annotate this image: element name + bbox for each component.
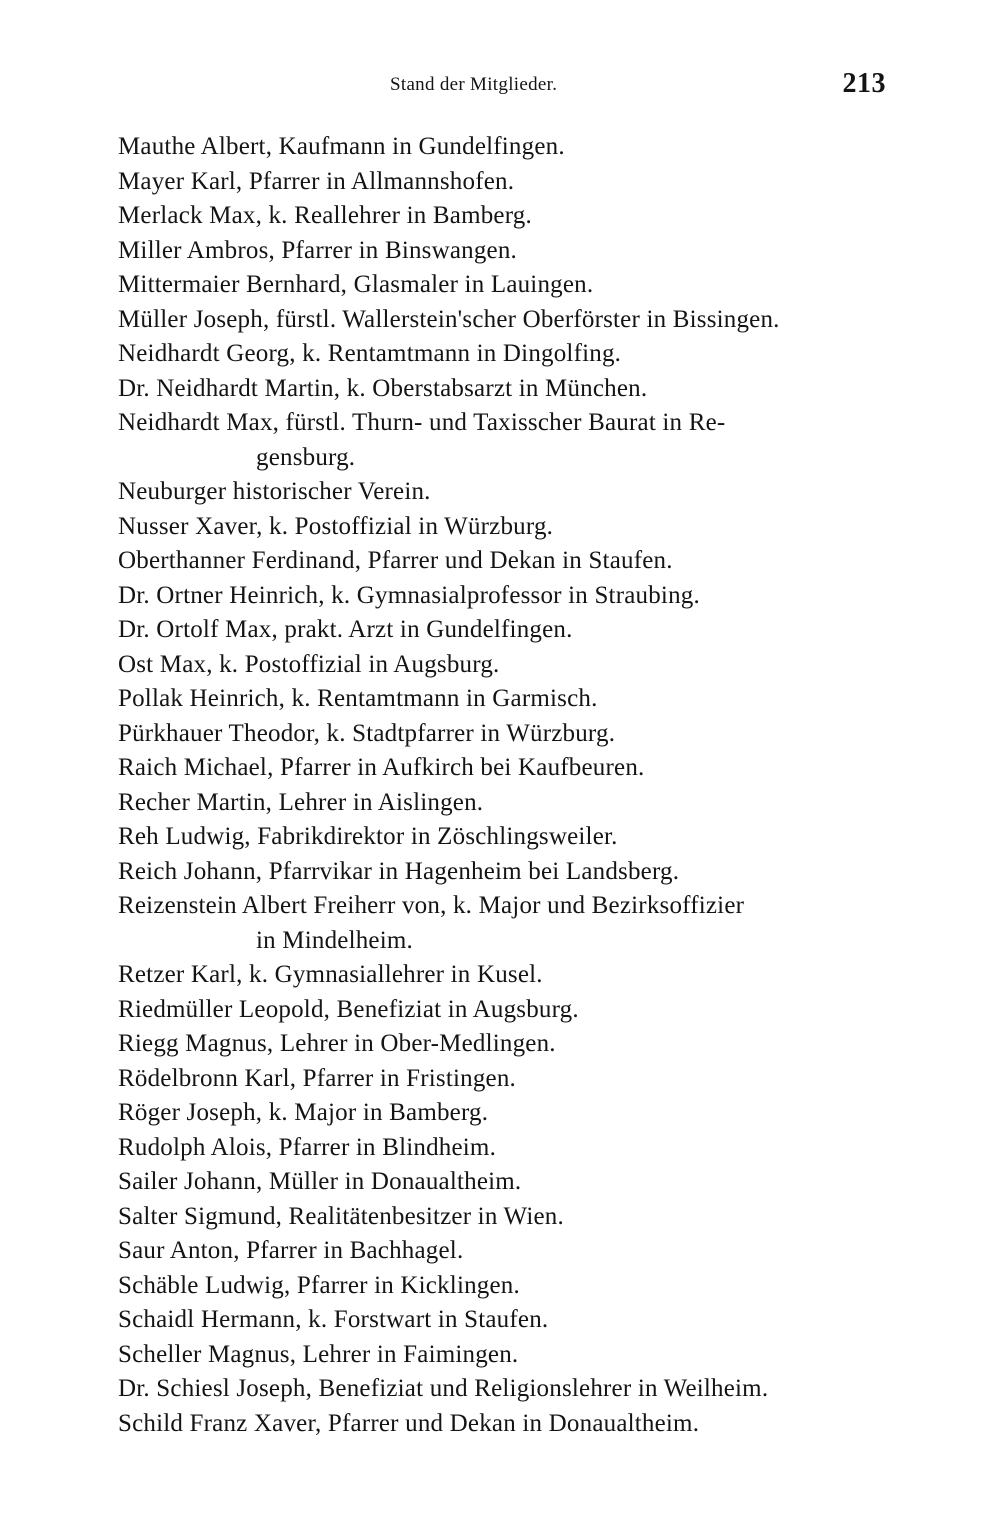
member-entry <box>118 303 898 338</box>
member-entry-continuation: gensburg. <box>256 443 356 471</box>
member-entry-text: Riegg Magnus, Lehrer in Ober-Medlingen. <box>118 1030 556 1057</box>
member-entry <box>118 1407 898 1442</box>
member-entry-text: Merlack Max, k. Reallehrer in Bamberg. <box>118 202 532 229</box>
member-entry-text: Rödelbronn Karl, Pfarrer in Fristingen. <box>118 1064 516 1092</box>
running-head <box>118 64 886 104</box>
member-entry <box>118 199 898 234</box>
member-entry <box>118 544 898 579</box>
member-entry <box>118 1269 898 1304</box>
member-entry-text: Müller Joseph, fürstl. Wallerstein'scher Oberförster in Bissingen. <box>118 305 780 333</box>
member-entry <box>118 786 898 821</box>
member-entry-text: Reh Ludwig, Fabrikdirektor in Zöschlingsweiler. <box>118 823 618 850</box>
member-entry-text: Pollak Heinrich, k. Rentamtmann in Garmisch. <box>118 685 598 712</box>
member-entry-text: Ost Max, k. Postoffizial in Augsburg. <box>118 650 500 678</box>
member-entry-text: Raich Michael, Pfarrer in Aufkirch bei Kaufbeuren. <box>118 754 645 781</box>
member-entry <box>118 475 898 510</box>
running-title: Stand der Mitglieder. <box>390 74 558 95</box>
member-entry-text: Dr. Ortner Heinrich, k. Gymnasialprofessor in Straubing. <box>118 581 700 609</box>
member-entry <box>118 372 898 407</box>
member-entry-text: Scheller Magnus, Lehrer in Faimingen. <box>118 1340 519 1368</box>
member-entry <box>118 1234 898 1269</box>
member-entry <box>118 682 898 717</box>
member-entry <box>118 889 898 958</box>
member-entry-text: Neuburger historischer Verein. <box>118 478 431 505</box>
member-entry <box>118 165 898 200</box>
member-entry-text: Mauthe Albert, Kaufmann in Gundelfingen. <box>118 133 565 160</box>
member-entry <box>118 1131 898 1166</box>
member-entry <box>118 268 898 303</box>
member-entry-text: Neidhardt Max, fürstl. Thurn- und Taxisscher Baurat in Re- <box>118 409 726 436</box>
member-entry <box>118 717 898 752</box>
member-entry <box>118 1165 898 1200</box>
member-entry-text: Röger Joseph, k. Major in Bamberg. <box>118 1099 489 1126</box>
member-entry <box>118 1062 898 1097</box>
member-entry-text: Dr. Neidhardt Martin, k. Oberstabsarzt in München. <box>118 374 648 402</box>
member-entry-continuation: in Mindelheim. <box>256 926 413 954</box>
member-entry <box>118 510 898 545</box>
member-entry-text: Pürkhauer Theodor, k. Stadtpfarrer in Würzburg. <box>118 719 616 747</box>
member-entry <box>118 993 898 1028</box>
member-entry <box>118 855 898 890</box>
member-entry-text: Schäble Ludwig, Pfarrer in Kicklingen. <box>118 1271 520 1299</box>
member-list <box>118 130 898 1441</box>
page-number: 213 <box>842 68 886 99</box>
member-entry-text: Oberthanner Ferdinand, Pfarrer und Dekan in Staufen. <box>118 547 673 574</box>
member-entry <box>118 1200 898 1235</box>
member-entry-text: Reizenstein Albert Freiherr von, k. Major und Bezirksoffizier <box>118 892 745 919</box>
member-entry-text: Sailer Johann, Müller in Donaualtheim. <box>118 1168 522 1195</box>
member-entry <box>118 406 898 475</box>
member-entry-text: Schild Franz Xaver, Pfarrer und Dekan in Donaualtheim. <box>118 1409 700 1437</box>
member-entry-text: Mayer Karl, Pfarrer in Allmannshofen. <box>118 167 515 195</box>
member-entry-text: Neidhardt Georg, k. Rentamtmann in Dingolfing. <box>118 340 622 367</box>
member-entry <box>118 579 898 614</box>
member-entry-text: Reich Johann, Pfarrvikar in Hagenheim bei Landsberg. <box>118 857 680 885</box>
member-entry <box>118 820 898 855</box>
member-entry-text: Retzer Karl, k. Gymnasiallehrer in Kusel. <box>118 961 543 988</box>
member-entry-text: Dr. Ortolf Max, prakt. Arzt in Gundelfingen. <box>118 616 573 643</box>
member-entry-text: Mittermaier Bernhard, Glasmaler in Lauingen. <box>118 271 594 298</box>
member-entry-text: Recher Martin, Lehrer in Aislingen. <box>118 788 484 816</box>
member-entry <box>118 1338 898 1373</box>
member-entry <box>118 751 898 786</box>
member-entry <box>118 1303 898 1338</box>
member-entry-text: Saur Anton, Pfarrer in Bachhagel. <box>118 1237 464 1264</box>
member-entry <box>118 648 898 683</box>
member-entry <box>118 1372 898 1407</box>
member-entry-text: Dr. Schiesl Joseph, Benefiziat und Religionslehrer in Weilheim. <box>118 1375 769 1402</box>
member-entry <box>118 337 898 372</box>
member-entry <box>118 613 898 648</box>
member-entry-text: Miller Ambros, Pfarrer in Binswangen. <box>118 236 518 264</box>
member-entry-text: Nusser Xaver, k. Postoffizial in Würzburg. <box>118 512 554 540</box>
member-entry <box>118 1027 898 1062</box>
member-entry <box>118 958 898 993</box>
member-entry <box>118 130 898 165</box>
member-entry-text: Rudolph Alois, Pfarrer in Blindheim. <box>118 1133 497 1161</box>
member-entry-text: Salter Sigmund, Realitätenbesitzer in Wien. <box>118 1202 564 1230</box>
member-entry-text: Riedmüller Leopold, Benefiziat in Augsburg. <box>118 995 579 1023</box>
member-entry <box>118 234 898 269</box>
member-entry <box>118 1096 898 1131</box>
member-entry-text: Schaidl Hermann, k. Forstwart in Staufen. <box>118 1306 549 1333</box>
